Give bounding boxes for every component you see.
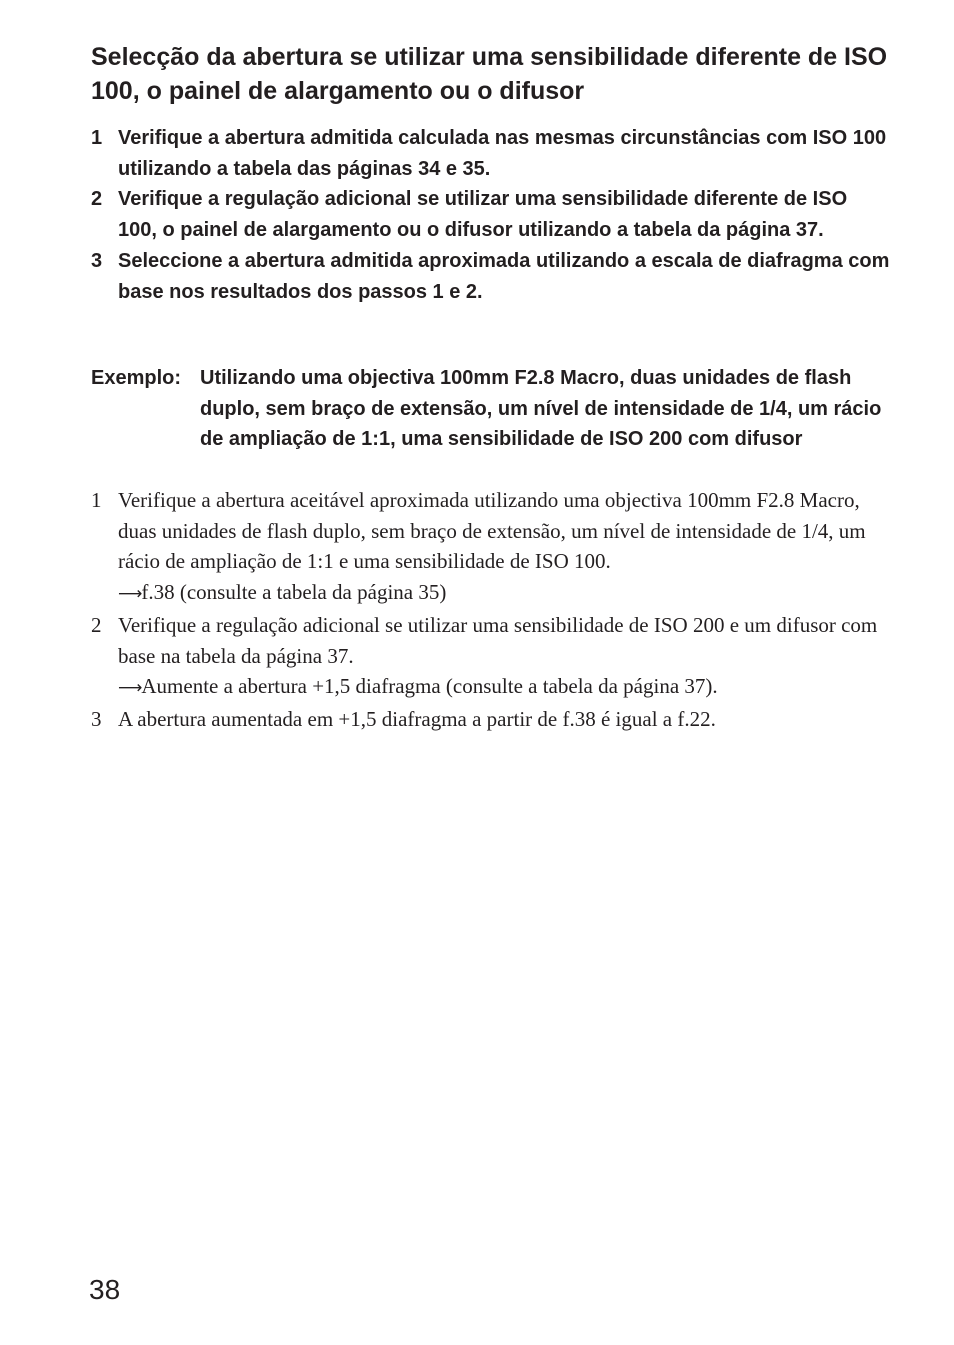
step-text: Verifique a regulação adicional se utilizar uma sensibilidade diferente de ISO 100, o painel de alargamento ou o difusor utilizando a tabela da página 37. <box>118 188 848 242</box>
step-number: 2 <box>91 188 103 211</box>
page-number: 38 <box>89 1274 121 1305</box>
example-label: Exemplo: <box>91 367 182 389</box>
step-text: Verifique a abertura aceitável aproximada utilizando uma objectiva 100mm F2.8 Macro, duas unidades de flash duplo, sem braço de extensão, um nível de intensidade de 1/4, um rácio de ampliação de 1:1 e uma sensibilidade de ISO 100. <box>118 488 866 574</box>
step-result <box>118 671 891 704</box>
example-step <box>91 485 891 610</box>
example-description: Utilizando uma objectiva 100mm F2.8 Macro, duas unidades de flash duplo, sem braço de extensão, um nível de intensidade de 1/4, um rácio de ampliação de 1:1, uma sensibilidade de ISO 200 com difusor <box>200 367 882 451</box>
step-text: A abertura aumentada em +1,5 diafragma a partir de f.38 é igual a f.22. <box>118 706 716 731</box>
example-step <box>91 704 891 735</box>
step-result <box>118 577 891 610</box>
step-number: 1 <box>91 127 103 149</box>
result-text: f.38 (consulte a tabela da página 35) <box>141 580 447 605</box>
example-steps <box>91 485 891 735</box>
result-text: Aumente a abertura +1,5 diafragma (consulte a tabela da página 37). <box>141 674 718 699</box>
step-number: 1 <box>91 488 102 512</box>
procedure-step <box>91 246 891 307</box>
step-text: Verifique a abertura admitida calculada nas mesmas circunstâncias com ISO 100 utilizando a tabela das páginas 34 e 35. <box>118 127 887 180</box>
step-number: 3 <box>91 249 103 272</box>
procedure-steps <box>91 123 891 307</box>
right-arrow-icon: ⟶ <box>118 584 142 605</box>
step-number: 3 <box>91 706 102 731</box>
procedure-step <box>91 184 891 245</box>
right-arrow-icon: ⟶ <box>118 678 142 699</box>
section-heading: Selecção da abertura se utilizar uma sensibilidade diferente de ISO 100, o painel de alargamento ou o difusor <box>91 43 888 105</box>
procedure-step <box>91 123 891 184</box>
step-number: 2 <box>91 612 102 637</box>
step-text: Seleccione a abertura admitida aproximada utilizando a escala de diafragma com base nos resultados dos passos 1 e 2. <box>118 249 890 303</box>
example-step <box>91 610 891 704</box>
example-block <box>91 363 891 455</box>
step-text: Verifique a regulação adicional se utilizar uma sensibilidade de ISO 200 e um difusor com base na tabela da página 37. <box>118 612 878 668</box>
